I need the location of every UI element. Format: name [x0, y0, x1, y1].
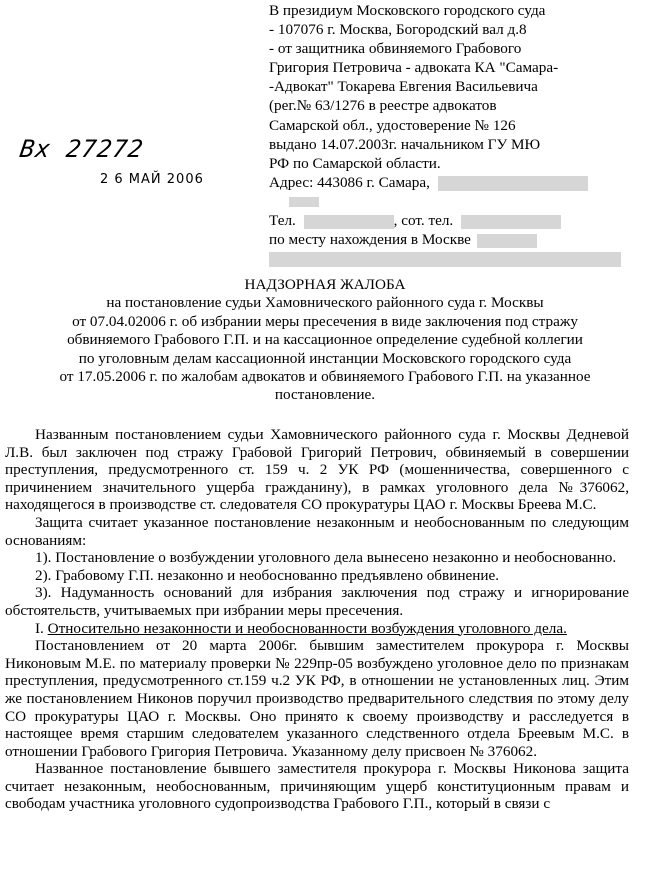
address-line: Самарской обл., удостоверение № 126	[269, 116, 516, 134]
address-line: - 107076 г. Москва, Богородский вал д.8	[269, 21, 527, 39]
complaint-title	[0, 276, 650, 405]
address-line: выдано 14.07.2003г. начальником ГУ МЮ	[269, 135, 541, 153]
body-paragraph: Защита считает указанное постановление незаконным и необоснованным по следующим основаниям:	[5, 513, 629, 549]
address-block	[269, 1, 629, 268]
address-line: РФ по Самарской области.	[269, 154, 441, 172]
redacted-address-tail	[289, 197, 319, 207]
title-line: по уголовным делам кассационной инстанции Московского городского суда	[78, 349, 572, 367]
phone-line	[269, 211, 629, 230]
postal-address-label: Адрес: 443086 г. Самара,	[269, 173, 430, 191]
title-line: постановление.	[274, 386, 376, 404]
address-line: (рег.№ 63/1276 в реестре адвокатов	[269, 97, 497, 115]
redacted-line	[269, 192, 629, 211]
body-paragraph: Названным постановлением судьи Хамовнического районного суда г. Москвы Дедневой Л.В. был заключен под стражу Грабовой Григорий Петрович, обвиняемый в совершении преступления, предусмотренного ст. 159 ч. 2 УК РФ (мошенничества, совершенного с причинением значительного ущерба гражданину), в рамках уголовного дела №376062, находящегося в производстве ст. следователя СО прокуратуры ЦАО г. Москвы Бреева М.С.	[5, 426, 629, 514]
address-line: - от защитника обвиняемого Грабового	[269, 40, 522, 58]
title-line: обвиняемого Грабового Г.П. и на кассационное определение судебной коллегии	[67, 331, 583, 349]
redacted-address	[438, 176, 588, 191]
section-heading	[5, 620, 629, 638]
redacted-location-tail	[269, 252, 621, 267]
title-line: от 07.04.02006 г. об избрании меры пресечения в виде заключения под стражу	[72, 312, 578, 330]
redacted-mobile	[461, 215, 561, 229]
complaint-body	[5, 426, 629, 813]
postal-address-line	[269, 173, 629, 192]
list-item-2: 2). Грабовому Г.П. незаконно и необоснованно предъявлено обвинение.	[35, 566, 499, 584]
title-heading: НАДЗОРНАЯ ЖАЛОБА	[244, 276, 406, 293]
location-line	[269, 230, 629, 249]
address-line: Григория Петровича - адвоката КА "Самара-	[269, 59, 559, 77]
incoming-number-stamp: Вх 27272	[18, 135, 146, 163]
section-number: I.	[35, 619, 44, 637]
received-date-stamp: 2 6 МАЙ 2006	[100, 172, 204, 187]
phone-label: Тел.	[269, 212, 296, 230]
location-label: по месту нахождения в Москве	[269, 231, 471, 249]
title-line: на постановление судьи Хамовнического районного суда г. Москвы	[106, 294, 544, 312]
list-item-3: 3). Надуманность оснований для избрания заключения под стражу и игнорирование обстоятельств, учитываемых при избрании меры пресечения.	[5, 584, 629, 619]
redacted-location	[477, 234, 537, 248]
redacted-line	[269, 249, 629, 268]
mobile-label: , сот. тел.	[393, 212, 454, 230]
body-paragraph: Постановлением от 20 марта 2006г. бывшим заместителем прокурора г. Москвы Никоновым М.Е. по материалу проверки № 229пр-05 возбуждено уголовное дело по признакам преступления, предусмотренного ст.159 ч.2 УК РФ, в отношении не установленных лиц. Этим же постановлением Никонов поручил производство предварительного следствия по этому делу СО прокуратуры ЦАО г. Москвы. Оно принято к своему производству и расследуется в настоящее время старшим следователем указанного следственного отдела Бреевым М.С. в отношении Грабового Григория Петровича. Указанному делу присвоен № 376062.	[5, 637, 629, 760]
address-line: В президиум Московского городского суда	[269, 2, 546, 19]
body-paragraph: Названное постановление бывшего заместителя прокурора г. Москвы Никонова защита считает незаконным, необоснованным, причиняющим ущерб конституционным правам и свободам участника уголовного судопроизводства Грабового Г.П., который в связи с	[5, 760, 629, 813]
list-item-1: 1). Постановление о возбуждении уголовного дела вынесено незаконно и необоснованно.	[35, 549, 617, 567]
redacted-phone	[304, 215, 394, 229]
title-line: от 17.05.2006 г. по жалобам адвокатов и обвиняемого Грабового Г.П. на указанное	[59, 368, 591, 386]
address-line: -Адвокат" Токарева Евгения Васильевича	[269, 78, 538, 96]
section-heading-text: Относительно незаконности и необоснованности возбуждения уголовного дела.	[47, 619, 567, 637]
